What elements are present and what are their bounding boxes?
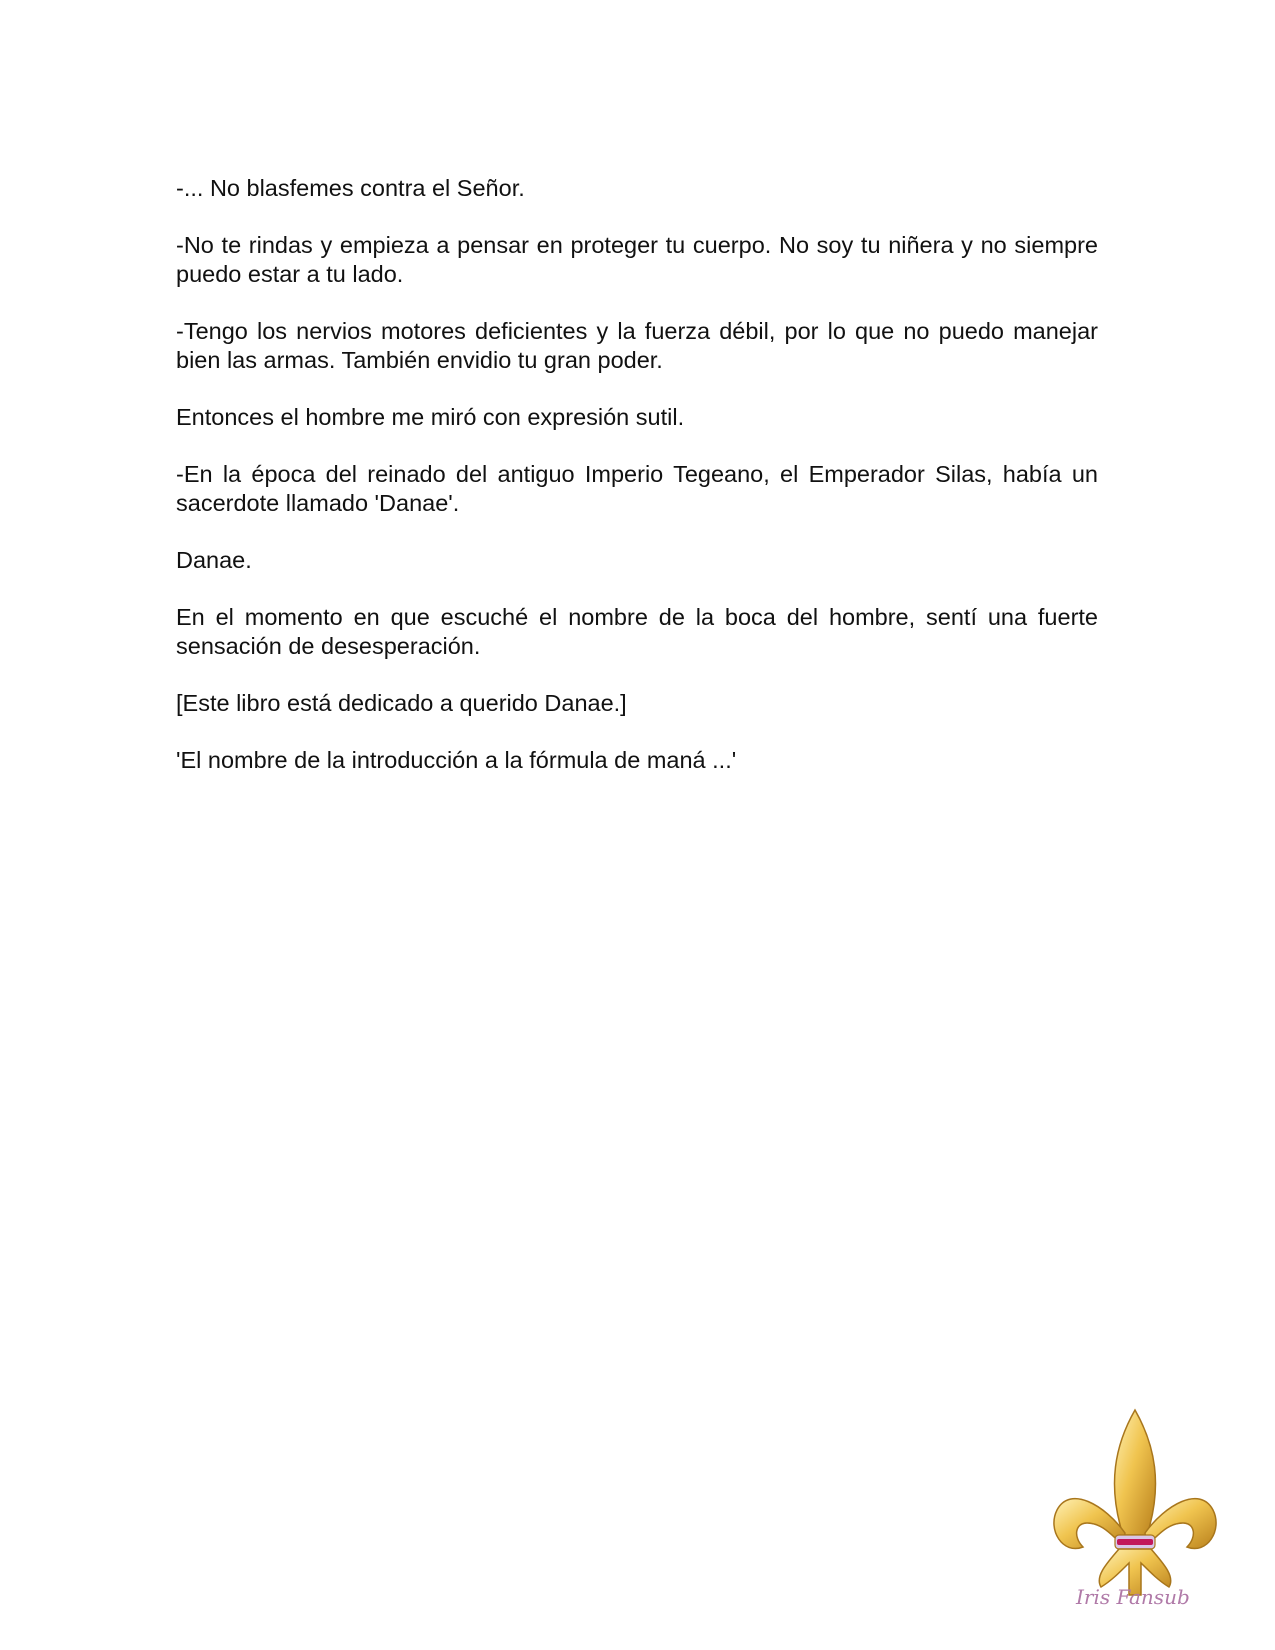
paragraph: -Tengo los nervios motores deficientes y la fuerza débil, por lo que no puedo manejar bien las armas. También envidio tu gran poder. xyxy=(176,318,1098,373)
paragraph: 'El nombre de la introducción a la fórmula de maná ...' xyxy=(176,747,737,773)
paragraph: -No te rindas y empieza a pensar en proteger tu cuerpo. No soy tu niñera y no siempre puedo estar a tu lado. xyxy=(176,232,1098,287)
paragraph: Danae. xyxy=(176,547,252,573)
paragraph: En el momento en que escuché el nombre de la boca del hombre, sentí una fuerte sensación de desesperación. xyxy=(176,604,1098,659)
paragraph: Entonces el hombre me miró con expresión sutil. xyxy=(176,404,685,430)
paragraph: -... No blasfemes contra el Señor. xyxy=(176,175,525,201)
signature-logo xyxy=(1072,1580,1212,1614)
paragraph: -En la época del reinado del antiguo Imperio Tegeano, el Emperador Silas, había un sacerdote llamado 'Danae'. xyxy=(176,461,1098,516)
document-body xyxy=(176,174,1098,803)
signature-text: Iris Fansub xyxy=(1076,1585,1190,1609)
paragraph: [Este libro está dedicado a querido Danae.] xyxy=(176,690,627,716)
